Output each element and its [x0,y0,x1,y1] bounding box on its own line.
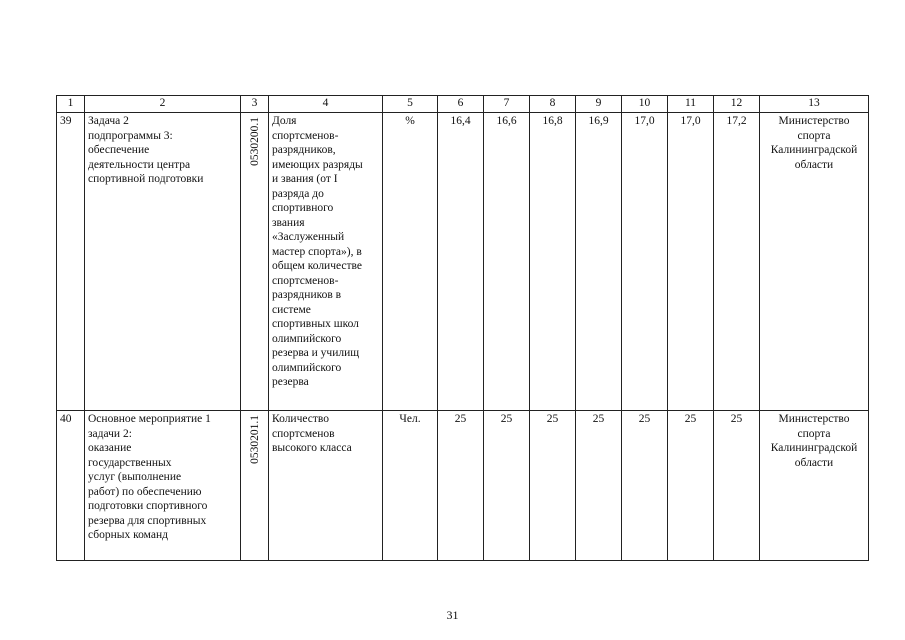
value-cell: 25 [576,411,622,561]
value-cell: 25 [484,411,530,561]
value-cell: 25 [714,411,760,561]
executor: Министерство спорта Калининградской области [760,113,869,411]
header-cell: 7 [484,96,530,113]
value-cell: 16,4 [438,113,484,411]
header-cell: 11 [668,96,714,113]
value-cell: 25 [530,411,576,561]
executor: Министерство спорта Калининградской области [760,411,869,561]
table-row [57,113,869,411]
unit: Чел. [383,411,438,561]
value-cell: 25 [668,411,714,561]
value-cell: 17,0 [668,113,714,411]
task-name: Задача 2 подпрограммы 3: обеспечение деятельности центра спортивной подготовки [85,113,241,411]
indicator-name: Доля спортсменов- разрядников, имеющих разряды и звания (от I разряда до спортивного звания «Заслуженный мастер спорта»), в общем количестве спортсменов- разрядников в системе спортивных школ олимпийского резерва и училищ олимпийского резерва [269,113,383,411]
header-cell: 2 [85,96,241,113]
header-cell: 12 [714,96,760,113]
header-cell: 10 [622,96,668,113]
task-name: Основное мероприятие 1 задачи 2: оказание государственных услуг (выполнение работ) по обеспечению подготовки спортивного резерва для спортивных сборных команд [85,411,241,561]
header-row [57,96,869,113]
value-cell: 16,6 [484,113,530,411]
header-cell: 13 [760,96,869,113]
row-number: 40 [57,411,85,561]
header-cell: 5 [383,96,438,113]
value-cell: 17,0 [622,113,668,411]
header-cell: 9 [576,96,622,113]
indicators-table [56,95,869,561]
header-cell: 8 [530,96,576,113]
value-cell: 16,8 [530,113,576,411]
value-cell: 25 [622,411,668,561]
header-cell: 1 [57,96,85,113]
program-code-text: 0530200.1 [248,117,261,166]
value-cell: 17,2 [714,113,760,411]
program-code [241,113,269,411]
page-number: 31 [446,608,459,622]
table-row [57,411,869,561]
header-cell: 3 [241,96,269,113]
program-code [241,411,269,561]
header-cell: 4 [269,96,383,113]
unit: % [383,113,438,411]
indicator-name: Количество спортсменов высокого класса [269,411,383,561]
header-cell: 6 [438,96,484,113]
value-cell: 25 [438,411,484,561]
value-cell: 16,9 [576,113,622,411]
row-number: 39 [57,113,85,411]
program-code-text: 0530201.1 [248,415,261,464]
